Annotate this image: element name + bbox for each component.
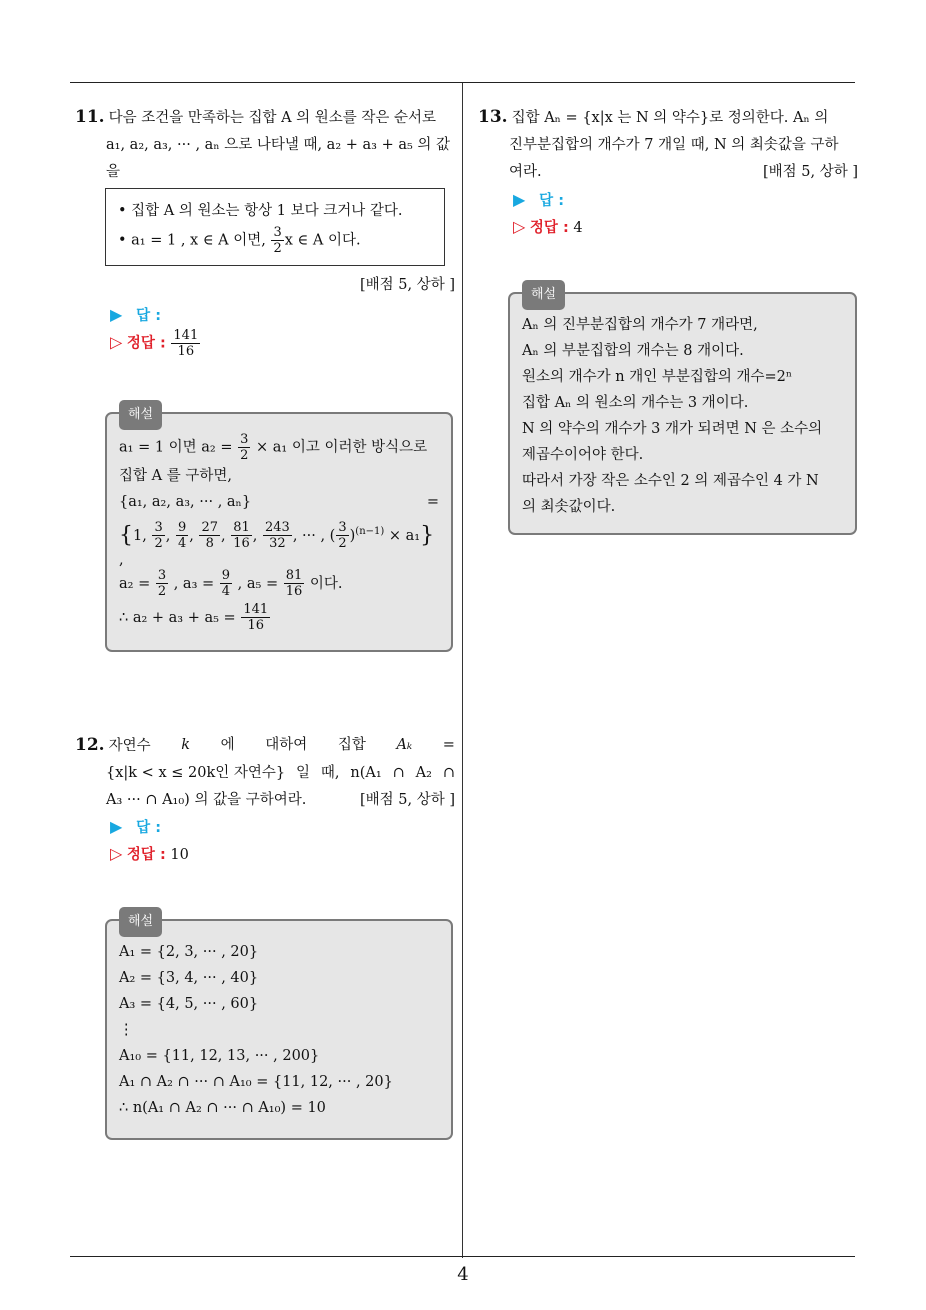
problem-number: 11. [75, 107, 105, 127]
answer-row-11: ▶ 답 : [110, 305, 161, 324]
correct-row-11: ▷ 정답 : $\frac{141}{16}$ [110, 328, 199, 359]
sol-line: Aₙ 의 부분집합의 개수는 8 개이다. [522, 343, 744, 359]
points-11: [배점 5, 상하 ] [359, 277, 455, 293]
answer-row-12: ▶ 답 : [110, 817, 161, 836]
correct-value: 4 [573, 220, 583, 236]
condition-box [105, 188, 445, 266]
problem-number: 12. [75, 735, 105, 755]
sol-line: {1, $\frac{3}{2}$ , $\frac{9}{4}$ , $\frac{27}{8}$ , $\frac{81}{16}$ , $\frac{243}{32}$ , ··· , ( $\frac{3}{2}$ )$^{(n-1)}$ × a₁} [119, 520, 435, 552]
answer-row-13: ▶ 답 : [513, 190, 564, 209]
problem-13-line1: 13. 집합 Aₙ = {x|x 는 N 의 약수}로 정의한다. Aₙ 의 [478, 107, 829, 127]
problem-12-line1: 12. 자연수 k 에 대하여 집합 Aₖ = [75, 735, 455, 755]
problem-12 [75, 732, 455, 814]
points-13: [배점 5, 상하 ] [762, 164, 858, 180]
correct-value: 10 [170, 847, 189, 863]
page-number: 4 [457, 1264, 469, 1285]
sol-line: A₃ = {4, 5, ··· , 60} [119, 996, 259, 1012]
problem-number: 13. [478, 107, 508, 127]
bottom-rule [70, 1256, 855, 1257]
sol-line: {a₁, a₂, a₃, ··· , aₙ} = [119, 494, 439, 510]
triangle-outline-icon: ▷ [513, 217, 526, 236]
fraction: $\frac{3}{2}$ [273, 225, 282, 256]
correct-row-13: ▷ 정답 : 4 [513, 217, 583, 236]
play-icon: ▶ [110, 817, 123, 836]
sol-line: 원소의 개수가 n 개인 부분집합의 개수=2ⁿ [522, 369, 793, 385]
problem-13-line3: 여라. [배점 5, 상하 ] [478, 159, 858, 186]
column-divider [462, 83, 463, 1258]
correct-row-12: ▷ 정답 : 10 [110, 844, 189, 863]
solution-tag: 해설 [119, 907, 162, 937]
problem-12-line3: A₃ ··· ∩ A₁₀) 의 값을 구하여라. [배점 5, 상하 ] [75, 787, 455, 814]
solution-tag: 해설 [522, 280, 565, 310]
points-12: [배점 5, 상하 ] [359, 792, 455, 808]
sol-line: ∴ a₂ + a₃ + a₅ = $\frac{141}{16}$ [119, 602, 269, 634]
play-icon: ▶ [110, 305, 123, 324]
condition-1: • 집합 A 의 원소는 항상 1 보다 크거나 같다. [118, 203, 403, 219]
sol-line: a₂ = $\frac{3}{2}$ , a₃ = $\frac{9}{4}$ , a₅ = $\frac{81}{16}$ 이다. [119, 568, 343, 600]
problem-12-line2: {x|k < x ≤ 20k인 자연수} 일 때, n(A₁ ∩ A₂ ∩ [106, 765, 455, 781]
solution-box-11 [105, 407, 453, 652]
sol-line: A₁₀ = {11, 12, 13, ··· , 200} [119, 1048, 320, 1064]
sol-line: A₂ = {3, 4, ··· , 40} [119, 970, 259, 986]
problem-11-line2: a₁, a₂, a₃, ··· , aₙ 으로 나타낼 때, a₂ + a₃ + a₅ 의 값을 [106, 137, 451, 180]
sol-line: Aₙ 의 진부분집합의 개수가 7 개라면, [522, 317, 758, 333]
problem-11-line1 [75, 104, 455, 132]
stem-text: 다음 조건을 만족하는 집합 A 의 원소를 작은 순서로 [108, 110, 437, 126]
problem-13-line2: 진부분집합의 개수가 7 개일 때, N 의 최솟값을 구하 [509, 137, 839, 153]
sol-line: 따라서 가장 작은 소수인 2 의 제곱수인 4 가 N [522, 473, 819, 489]
sol-line: 의 최솟값이다. [522, 499, 616, 515]
solution-box-12 [105, 914, 453, 1140]
sol-line: ⋮ [119, 1022, 134, 1038]
sol-line: A₁ = {2, 3, ··· , 20} [119, 944, 259, 960]
condition-2: • a₁ = 1 , x ∈ A 이면, $\frac{3}{2}$ x ∈ A 이다. [118, 225, 361, 256]
triangle-outline-icon: ▷ [110, 332, 123, 352]
sol-line: , [119, 551, 124, 568]
sol-line: A₁ ∩ A₂ ∩ ··· ∩ A₁₀ = {11, 12, ··· , 20} [119, 1074, 393, 1090]
solution-tag: 해설 [119, 400, 162, 430]
sol-line: 집합 A 를 구하면, [119, 468, 232, 484]
sol-line: N 의 약수의 개수가 3 개가 되려면 N 은 소수의 [522, 421, 823, 437]
sol-line: a₁ = 1 이면 a₂ = $\frac{3}{2}$ × a₁ 이고 이러한 방식으로 [119, 432, 428, 463]
sol-line: ∴ n(A₁ ∩ A₂ ∩ ··· ∩ A₁₀) = 10 [119, 1100, 326, 1116]
problem-13 [478, 104, 858, 186]
play-icon: ▶ [513, 190, 526, 209]
correct-fraction: $\frac{141}{16}$ [173, 328, 199, 359]
triangle-outline-icon: ▷ [110, 844, 123, 863]
solution-box-13 [508, 287, 857, 535]
sol-line: 제곱수이어야 한다. [522, 447, 644, 463]
sol-line: 집합 Aₙ 의 원소의 개수는 3 개이다. [522, 395, 749, 411]
